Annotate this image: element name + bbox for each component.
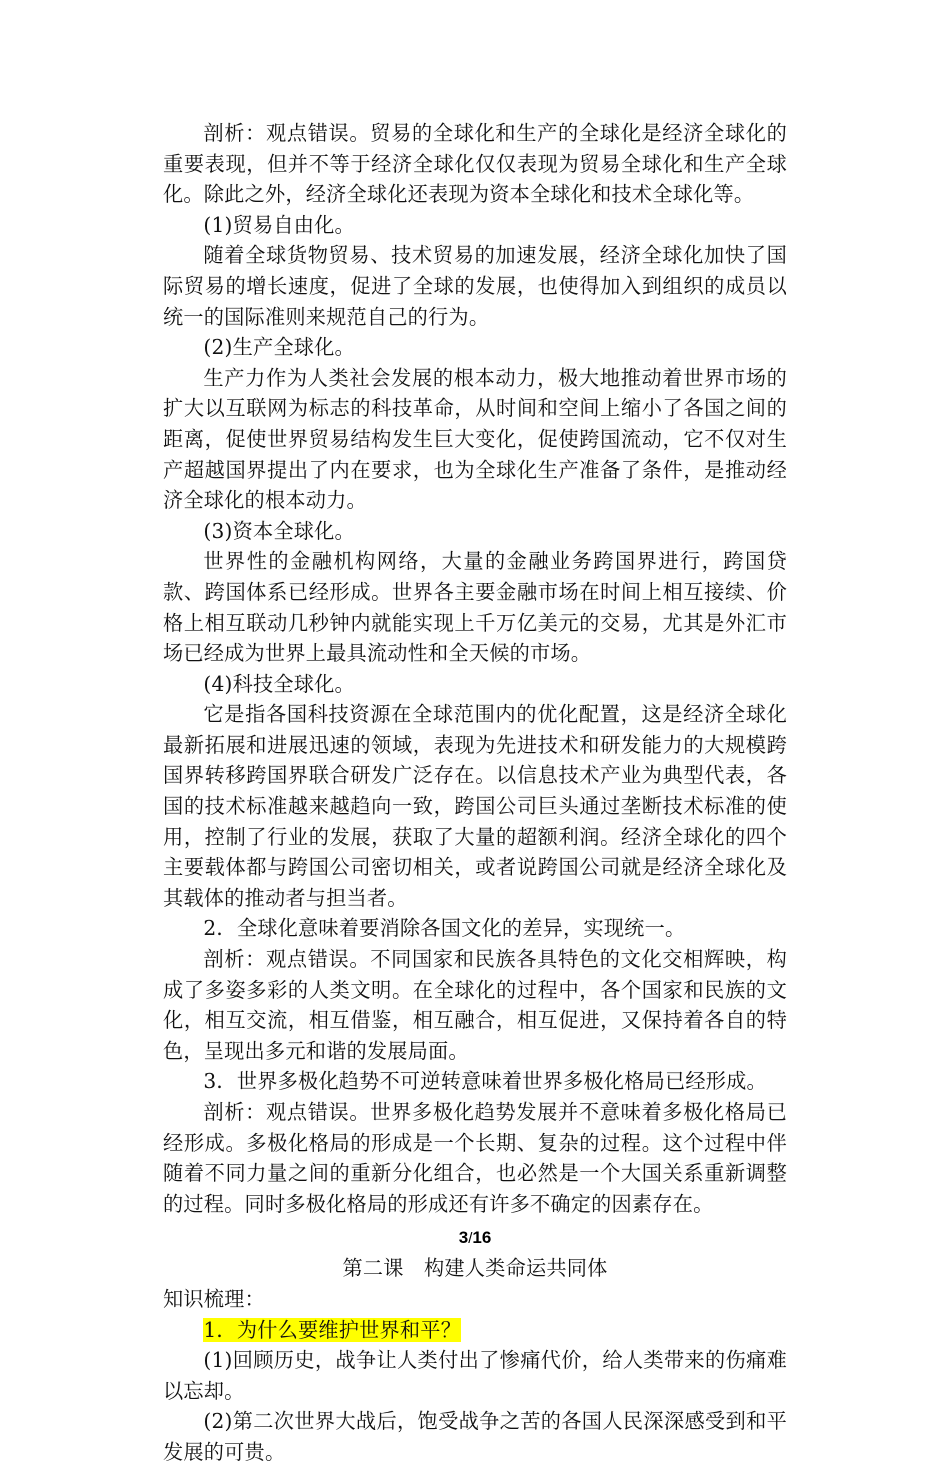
- paragraph-technology: 它是指各国科技资源在全球范围内的优化配置，这是经济全球化最新拓展和进展迅速的领域，表现为先进技术和研发能力的大规模跨国界转移跨国界联合研发广泛存在。以信息技术产业为典型代表，各国的技术标准越来越趋向一致，跨国公司巨头通过垄断技术标准的使用，控制了行业的发展，获取了大量的超额利润。经济全球化的四个主要载体都与跨国公司密切相关，或者说跨国公司就是经济全球化及其载体的推动者与担当者。: [163, 702, 787, 910]
- paragraph-point-2: 2．全球化意味着要消除各国文化的差异，实现统一。: [203, 916, 686, 941]
- paragraph-point-3: 3．世界多极化趋势不可逆转意味着世界多极化格局已经形成。: [203, 1069, 767, 1094]
- knowledge-label: 知识梳理：: [163, 1286, 265, 1311]
- paragraph-trade: 随着全球货物贸易、技术贸易的加速发展，经济全球化加快了国际贸易的增长速度，促进了全球的发展，也使得加入到组织的成员以统一的国际准则来规范自己的行为。: [163, 243, 787, 329]
- document-body: [163, 118, 787, 1468]
- paragraph-analysis-3: 剖析：观点错误。世界多极化趋势发展并不意味着多极化格局已经形成。多极化格局的形成是一个长期、复杂的过程。这个过程中伴随着不同力量之间的重新分化组合，也必然是一个大国关系重新调整的过程。同时多极化格局的形成还有许多不确定的因素存在。: [163, 1100, 787, 1216]
- paragraph-analysis-1: 剖析：观点错误。贸易的全球化和生产的全球化是经济全球化的重要表现，但并不等于经济全球化仅仅表现为贸易全球化和生产全球化。除此之外，经济全球化还表现为资本全球化和技术全球化等。: [163, 121, 787, 207]
- paragraph-heading-capital: (3)资本全球化。: [203, 518, 355, 543]
- highlighted-question: 1．为什么要维护世界和平？: [203, 1317, 462, 1342]
- paragraph-analysis-2: 剖析：观点错误。不同国家和民族各具特色的文化交相辉映，构成了多姿多彩的人类文明。在全球化的过程中，各个国家和民族的文化，相互交流，相互借鉴，相互融合，相互促进，又保持着各自的特色，呈现出多元和谐的发展局面。: [163, 947, 787, 1063]
- lesson-title: 第二课 构建人类命运共同体: [342, 1256, 608, 1281]
- paragraph-heading-technology: (4)科技全球化。: [203, 671, 355, 696]
- answer-1: (1)回顾历史，战争让人类付出了惨痛代价，给人类带来的伤痛难以忘却。: [163, 1348, 787, 1403]
- page-current: 3: [458, 1228, 469, 1247]
- page-number: [0, 1228, 950, 1248]
- paragraph-production: 生产力作为人类社会发展的根本动力，极大地推动着世界市场的扩大以互联网为标志的科技革命，从时间和空间上缩小了各国之间的距离，促使世界贸易结构发生巨大变化，促使跨国流动，它不仅对生产超越国界提出了内在要求，也为全球化生产准备了条件，是推动经济全球化的根本动力。: [163, 365, 787, 513]
- question-1: [163, 1315, 787, 1346]
- paragraph-capital: 世界性的金融机构网络，大量的金融业务跨国界进行，跨国贷款、跨国体系已经形成。世界各主要金融市场在时间上相互接续、价格上相互联动几秒钟内就能实现上千万亿美元的交易，尤其是外汇市场已经成为世界上最具流动性和全天候的市场。: [163, 549, 787, 666]
- answer-2: (2)第二次世界大战后，饱受战争之苦的各国人民深深感受到和平发展的可贵。: [163, 1409, 787, 1464]
- paragraph-heading-trade: (1)贸易自由化。: [203, 212, 355, 237]
- page-separator: /: [468, 1230, 473, 1247]
- paragraph-heading-production: (2)生产全球化。: [203, 335, 355, 360]
- page-total: 16: [472, 1228, 492, 1247]
